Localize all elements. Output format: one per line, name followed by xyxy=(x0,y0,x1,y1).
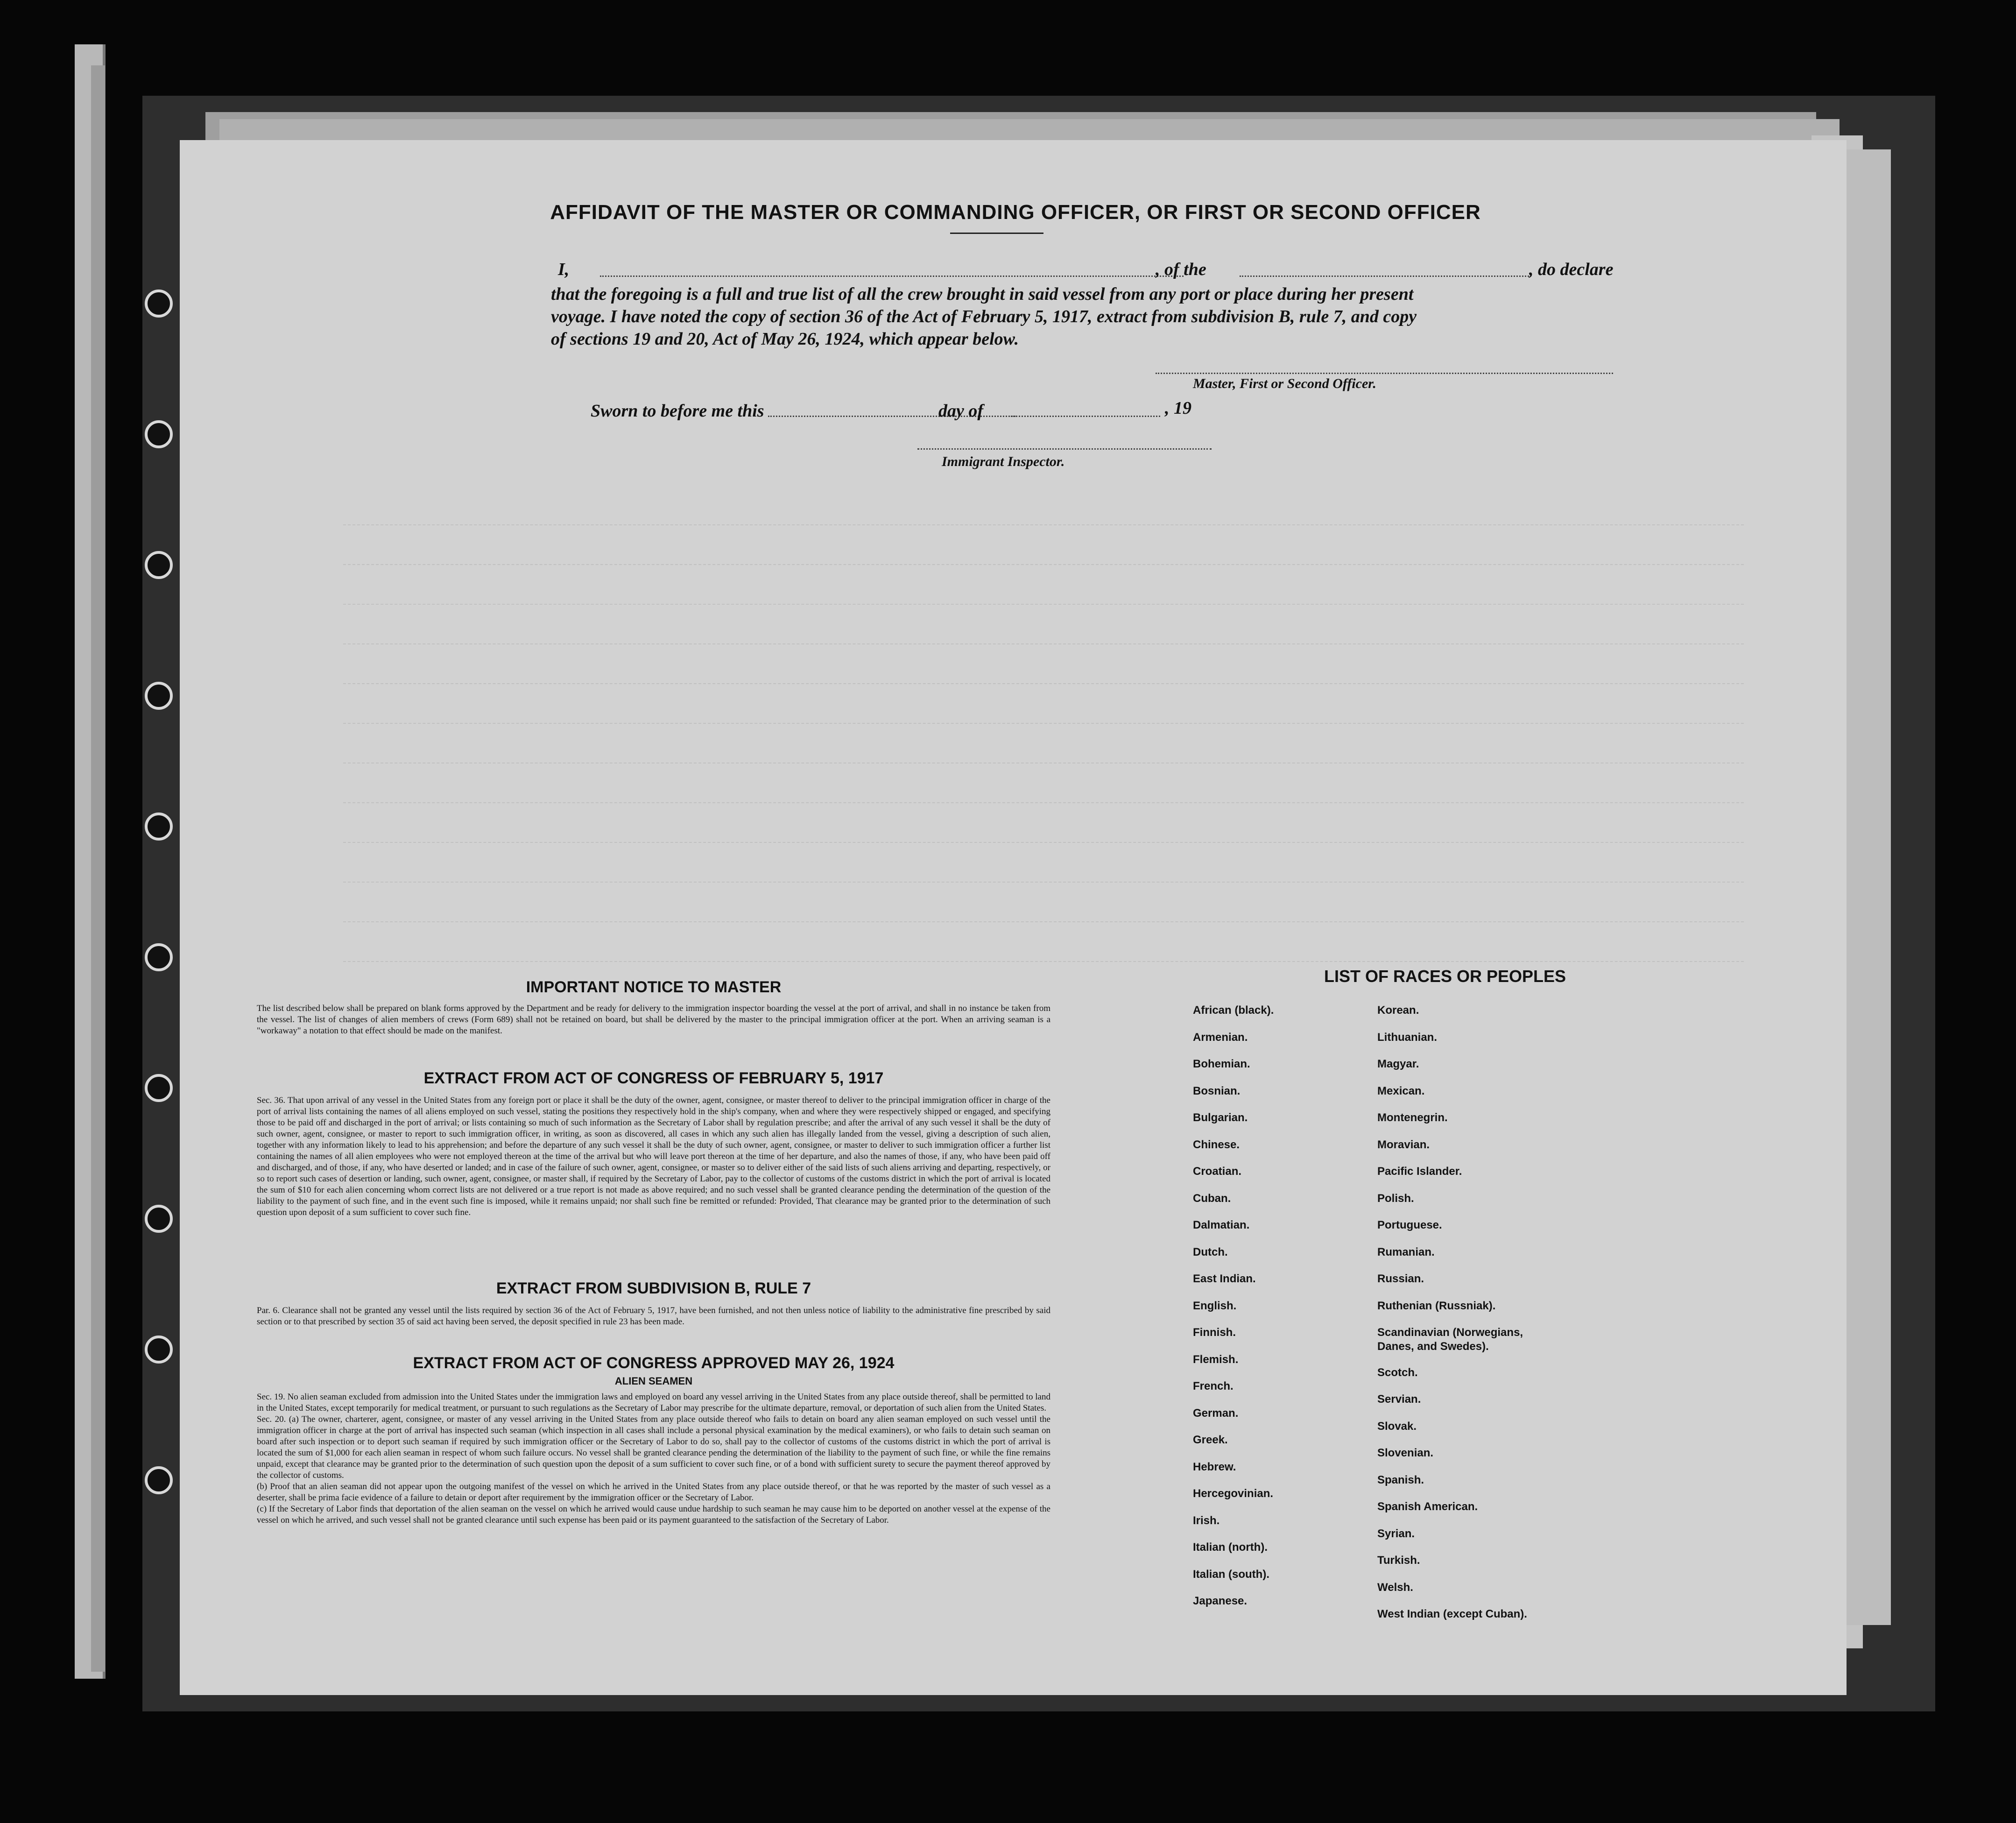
binder-hole xyxy=(145,813,173,841)
race-item: Portuguese. xyxy=(1377,1219,1442,1231)
races-heading: LIST OF RACES OR PEOPLES xyxy=(1324,967,1566,986)
name-blank-line xyxy=(600,276,1184,277)
affidavit-page xyxy=(180,140,1847,1695)
day-of-label: day of xyxy=(938,401,984,421)
race-item: Rumanian. xyxy=(1377,1245,1435,1258)
inspector-label: Immigrant Inspector. xyxy=(942,454,1065,469)
race-item: French. xyxy=(1193,1380,1234,1392)
race-item: Spanish American. xyxy=(1377,1500,1478,1513)
master-signature-line xyxy=(1156,373,1613,374)
race-item: Moravian. xyxy=(1377,1138,1430,1151)
race-item: Chinese. xyxy=(1193,1138,1240,1151)
race-item: Slovenian. xyxy=(1377,1447,1434,1459)
binder-hole xyxy=(145,943,173,971)
binder-strip-inner xyxy=(91,65,105,1672)
binder-hole xyxy=(145,682,173,710)
race-item: Bulgarian. xyxy=(1193,1111,1248,1124)
binder-hole xyxy=(145,420,173,448)
sworn-label: Sworn to before me this xyxy=(591,401,764,421)
underlying-sheet-edge xyxy=(1844,149,1891,1625)
title-underline xyxy=(950,233,1043,234)
binder-hole xyxy=(145,1466,173,1494)
race-item: Danes, and Swedes). xyxy=(1377,1340,1489,1353)
extract-1917-text: Sec. 36. That upon arrival of any vessel in the United States from any foreign port or place it shall be the duty of the owner, agent, consignee, or master thereof to deliver to the principal immigration officer in charge of the port of arrival lists containing the names of all aliens employed on such vessel, stating the positions they respectively hold in the ship's company, when and where they were respectively shipped or engaged, and specifying those to be paid off and discharged in the port of arrival; or lists containing so much of such information as the Secretary of Labor shall by regulation prescribe; and after the arrival of any such vessel it shall be the duty of such owner, agent, consignee, or master to report to such immigration officer, in writing, as soon as discovered, all cases in which any such alien has illegally landed from the vessel, giving a description of such alien, together with any information likely to lead to his apprehension; and before the departure of any such vessel it shall be the duty of such owner, agent, consignee, or master to deliver to such immigration officer a further list containing the names of all alien employees who were not employed thereon at the time of the arrival but who will leave port thereon at the time of her departure, and also the names of those, if any, who have been paid off and discharged, and of those, if any, who have deserted or landed; and in case of the failure of such owner, agent, consignee, or master so to deliver either of the said lists of such aliens arriving and departing, respectively, or so to report such cases of desertion or landing, such owner, agent, consignee, or master shall, if required by the Secretary of Labor, pay to the collector of customs of the customs district in which the port of arrival is located the sum of $10 for each alien concerning whom correct lists are not delivered or a true report is not made as above required; and no such vessel shall be granted clearance pending the determination of the question of the liability to the payment of such fine, and in the event such fine is imposed, while it remains unpaid; nor shall such fine be remitted or refunded: Provided, That clearance may be granted prior to the determination of such question upon deposit of a sum sufficient to cover such fine. xyxy=(257,1095,1050,1217)
binder-hole xyxy=(145,290,173,318)
do-declare-label: , do declare xyxy=(1529,260,1614,279)
rule7-text: Par. 6. Clearance shall not be granted any vessel until the lists required by section 36 of the Act of February 5, 1917, have been furnished, and not then unless notice of liability to the administrative fine prescribed by said section or to that prescribed by section 35 of said act having been served, the deposit specified in rule 23 has been made. xyxy=(257,1306,1050,1327)
affidavit-text-line4: of sections 19 and 20, Act of May 26, 1924, which appear below. xyxy=(551,329,1019,349)
race-item: Russian. xyxy=(1377,1272,1424,1285)
binder-hole xyxy=(145,1205,173,1233)
notice-heading: IMPORTANT NOTICE TO MASTER xyxy=(526,978,782,996)
race-item: Scotch. xyxy=(1377,1366,1418,1379)
race-item: Armenian. xyxy=(1193,1031,1248,1044)
race-item: Bohemian. xyxy=(1193,1058,1250,1070)
race-item: Japanese. xyxy=(1193,1595,1248,1607)
race-item: Italian (south). xyxy=(1193,1568,1269,1581)
race-item: Bosnian. xyxy=(1193,1084,1241,1097)
race-item: Spanish. xyxy=(1377,1473,1424,1486)
race-item: Hercegovinian. xyxy=(1193,1487,1274,1500)
race-item: Korean. xyxy=(1377,1004,1419,1017)
race-item: Turkish. xyxy=(1377,1554,1420,1567)
race-item: Irish. xyxy=(1193,1514,1220,1527)
race-item: Lithuanian. xyxy=(1377,1031,1437,1044)
month-blank-line xyxy=(1011,416,1160,417)
race-item: Flemish. xyxy=(1193,1353,1239,1366)
rule7-heading: EXTRACT FROM SUBDIVISION B, RULE 7 xyxy=(496,1279,811,1297)
affidavit-title: AFFIDAVIT OF THE MASTER OR COMMANDING OFFICER, OR FIRST OR SECOND OFFICER xyxy=(550,201,1481,224)
race-item: West Indian (except Cuban). xyxy=(1377,1608,1527,1620)
race-item: Slovak. xyxy=(1377,1420,1417,1433)
race-item: Scandinavian (Norwegians, xyxy=(1377,1326,1523,1339)
master-signature-label: Master, First or Second Officer. xyxy=(1193,376,1376,391)
race-item: Dutch. xyxy=(1193,1245,1228,1258)
race-item: Cuban. xyxy=(1193,1192,1231,1205)
affidavit-i-label: I, xyxy=(558,260,570,279)
race-item: English. xyxy=(1193,1299,1237,1312)
extract-1917-heading: EXTRACT FROM ACT OF CONGRESS OF FEBRUARY 5, 1917 xyxy=(423,1069,884,1087)
race-item: Polish. xyxy=(1377,1192,1414,1205)
race-item: East Indian. xyxy=(1193,1272,1256,1285)
race-item: Greek. xyxy=(1193,1434,1228,1446)
inspector-signature-line xyxy=(917,448,1212,450)
affidavit-text-line3: voyage. I have noted the copy of section 36 of the Act of February 5, 1917, extract from subdivision B, rule 7, and copy xyxy=(551,307,1417,326)
sec20a-text: Sec. 20. (a) The owner, charterer, agent, consignee, or master of any vessel arriving in the United States from any place outside thereof who fails to detain on board any alien seaman employed on such vessel until the immigration officer in charge at the port of arrival has inspected such seaman (which inspection in all cases shall include a personal physical examination by the medical examiners), or who fails to detain such seaman on board after such inspection or to deport such seaman if required by such immigration officer or the Secretary of Labor to do so, shall pay to the collector of customs of the customs district in which the port of arrival is located the sum of $1,000 for each alien seaman in respect of whom such failure occurs. No vessel shall be granted clearance pending the determination of the liability to the payment of such fine, or while the fine remains unpaid, except that clearance may be granted prior to the determination of such question upon the deposit of a sum sufficient to cover such fine, or of a bond with sufficient surety to secure the payment thereof approved by the collector of customs. xyxy=(257,1414,1050,1480)
affidavit-text-line2: that the foregoing is a full and true list of all the crew brought in said vessel from any port or place during her present xyxy=(551,284,1414,304)
race-item: Mexican. xyxy=(1377,1084,1425,1097)
race-item: Welsh. xyxy=(1377,1581,1413,1594)
sec20c-text: (c) If the Secretary of Labor finds that deportation of the alien seaman on the vessel on which he arrived would cause undue hardship to such seaman he may cause him to be deported on another vessel at the expense of the vessel on which he arrived, and such vessel shall not be granted clearance until such expense has been paid or its payment guaranteed to the satisfaction of the Secretary of Labor. xyxy=(257,1504,1050,1525)
alien-seamen-subheading: ALIEN SEAMEN xyxy=(614,1375,693,1387)
binder-hole xyxy=(145,1335,173,1364)
sec19-text: Sec. 19. No alien seaman excluded from admission into the United States under the immigration laws and employed on board any vessel arriving in the United States from any place outside thereof, shall be permitted to land in the United States, except temporarily for medical treatment, or pursuant to such regulations as the Secretary of Labor may prescribe for the ultimate departure, removal, or deportation of such alien from the United States. xyxy=(257,1392,1050,1413)
binder-hole xyxy=(145,1074,173,1102)
race-item: German. xyxy=(1193,1406,1239,1420)
race-item: African (black). xyxy=(1193,1004,1274,1017)
vessel-blank-line xyxy=(1240,276,1529,277)
race-item: Magyar. xyxy=(1377,1058,1419,1070)
race-item: Croatian. xyxy=(1193,1165,1242,1178)
race-item: Servian. xyxy=(1377,1393,1421,1406)
race-item: Italian (north). xyxy=(1193,1541,1268,1554)
year-label: , 19 xyxy=(1165,398,1191,418)
race-item: Montenegrin. xyxy=(1377,1111,1448,1124)
notice-text: The list described below shall be prepared on blank forms approved by the Department and be ready for delivery to the immigration inspector boarding the vessel at the port of arrival, and shall in no instance be taken from the vessel. The list of changes of alien members of crews (Form 689) shall not be retained on board, but shall be delivered by the master to the principal immigration officer at the port. When an arriving seaman is a "workaway" a notation to that effect should be made on the manifest. xyxy=(257,1003,1050,1036)
extract-1924-heading: EXTRACT FROM ACT OF CONGRESS APPROVED MAY 26, 1924 xyxy=(413,1354,895,1372)
race-item: Ruthenian (Russniak). xyxy=(1377,1299,1496,1312)
race-item: Dalmatian. xyxy=(1193,1219,1250,1231)
race-item: Hebrew. xyxy=(1193,1460,1236,1473)
race-item: Pacific Islander. xyxy=(1377,1165,1462,1178)
sec20b-text: (b) Proof that an alien seaman did not appear upon the outgoing manifest of the vessel on which he arrived in the United States from any place outside thereof, or that he was reported by the master of such vessel as a deserter, shall be prima facie evidence of a failure to detain or deport after requirement by the immigration officer or the Secretary of Labor. xyxy=(257,1482,1050,1503)
of-the-label: , of the xyxy=(1156,260,1206,279)
race-item: Finnish. xyxy=(1193,1326,1236,1339)
extract-1924-body xyxy=(257,1392,1050,1526)
bleed-through-crew-list xyxy=(343,486,1744,1139)
binder-hole xyxy=(145,551,173,579)
race-item: Syrian. xyxy=(1377,1527,1415,1540)
